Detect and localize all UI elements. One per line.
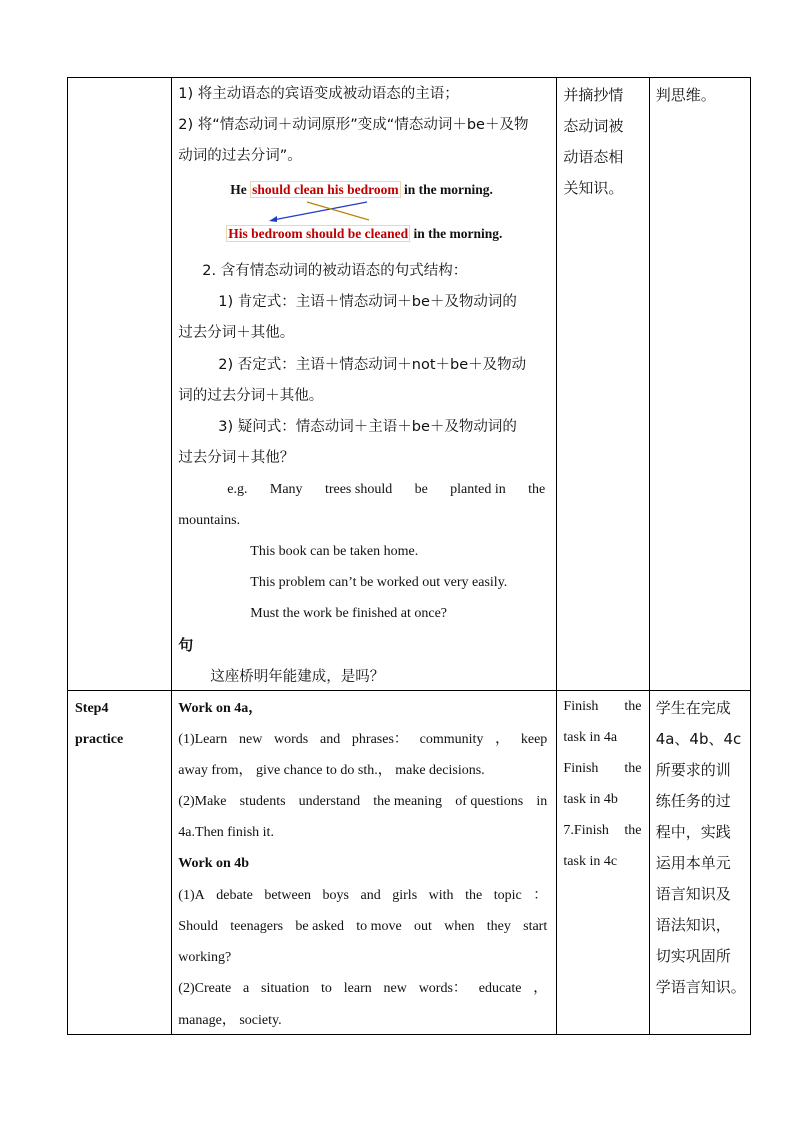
word: situation: [261, 981, 310, 996]
arrow-to-verb: [307, 202, 369, 220]
word: to: [321, 981, 332, 996]
word: learn: [343, 981, 372, 996]
word: words：: [418, 981, 467, 996]
example-3: This problem can’t be worked out very easily.: [250, 575, 508, 590]
sentence-label: 句: [178, 636, 194, 654]
rule-2b: 动词的过去分词”。: [178, 148, 302, 164]
example-2: This book can be taken home.: [250, 544, 419, 559]
step-cell-empty: [68, 78, 172, 691]
word: understand: [298, 794, 361, 809]
activity-line: task in 4a: [563, 730, 618, 745]
table-row: [68, 691, 751, 1035]
word: a: [242, 981, 250, 996]
intent-line: 程中，实践: [655, 823, 731, 841]
work-4b-title: Work on 4b: [178, 856, 250, 871]
word: students: [239, 794, 286, 809]
word: (2)Make: [178, 794, 227, 809]
word: start: [523, 919, 548, 934]
intent-line: 切实巩固所: [655, 947, 731, 965]
word: between: [264, 888, 311, 903]
activity-line: 动语态相: [563, 148, 624, 166]
student-activity-cell: [557, 78, 649, 691]
word: teenagers: [230, 919, 284, 934]
word: topic: [493, 888, 522, 903]
step-number: Step4: [75, 701, 109, 716]
work-4b-item-1a: [178, 886, 547, 906]
activity-line: [563, 823, 641, 839]
rule-2a: 2) 将“情态动词＋动词原形”变成“情态动词＋be＋及物: [178, 117, 529, 133]
active-subject: He: [230, 182, 251, 197]
question-a: 3) 疑问式：情态动词＋主语＋be＋及物动词的: [218, 419, 517, 435]
word: new: [383, 981, 407, 996]
arrowhead-blue: [269, 216, 277, 222]
work-4a-item-1a: [178, 730, 547, 750]
word: to move: [356, 919, 402, 934]
activity-line: task in 4c: [563, 854, 618, 869]
word: out: [414, 919, 432, 934]
word: phrases：: [351, 732, 408, 747]
work-4a-title: Work on 4a，: [178, 701, 263, 716]
transform-arrows-diagram: [267, 196, 377, 224]
word: (1)Learn: [178, 732, 228, 747]
work-4b-item-2a: [178, 979, 547, 999]
step-name: practice: [75, 732, 124, 747]
intent-line: 练任务的过: [655, 792, 731, 810]
activity-line: 关知识。: [563, 179, 624, 197]
intent-cell: [649, 691, 750, 1035]
word: the: [624, 823, 642, 838]
example-1-cont: mountains.: [178, 513, 241, 528]
intent-line: 学语言知识。: [655, 978, 746, 996]
work-4b-item-1b: [178, 917, 547, 937]
content-cell-grammar: [172, 78, 557, 691]
word: the: [624, 761, 642, 776]
rule-1: 1) 将主动语态的宾语变成被动语态的主语；: [178, 86, 459, 102]
word: and: [360, 888, 381, 903]
eg-word: Many: [269, 482, 303, 497]
word: (2)Create: [178, 981, 232, 996]
content-cell-practice: [172, 691, 557, 1035]
question-b: 过去分词＋其他？: [178, 450, 295, 466]
negative-a: 2) 否定式：主语＋情态动词＋not＋be＋及物动: [218, 357, 527, 373]
table-row: [68, 78, 751, 691]
word: Should: [178, 919, 218, 934]
student-activity-cell: [557, 691, 649, 1035]
passive-sentence: [226, 224, 502, 244]
intent-cell: [649, 78, 750, 691]
word: community: [419, 732, 484, 747]
work-4a-item-2a: [178, 792, 547, 812]
work-4b-item-1c: working?: [178, 950, 232, 965]
passive-highlight: His bedroom should be cleaned: [228, 226, 409, 241]
word: be asked: [295, 919, 344, 934]
word: they: [486, 919, 511, 934]
word: boys: [322, 888, 349, 903]
word: ，: [495, 732, 510, 747]
step-cell: [68, 691, 172, 1035]
word: in: [536, 794, 548, 809]
word: debate: [216, 888, 253, 903]
arrow-to-subject: [273, 202, 367, 220]
word: with: [428, 888, 454, 903]
intent-line: 语言知识及: [655, 885, 731, 903]
intent-line: 语法知识，: [655, 916, 731, 934]
word: girls: [392, 888, 418, 903]
eg-word: be: [414, 482, 428, 497]
example-4: Must the work be finished at once?: [250, 606, 448, 621]
active-highlight: should clean his bedroom: [252, 182, 399, 197]
passive-tail: in the morning.: [410, 226, 503, 241]
intent-line: 所要求的训: [655, 761, 731, 779]
structure-title: 2. 含有情态动词的被动语态的句式结构：: [202, 263, 468, 279]
negative-b: 词的过去分词＋其他。: [178, 388, 324, 404]
activity-line: [563, 699, 641, 715]
work-4a-item-1b: away from， give chance to do sth.， make decisions.: [178, 763, 485, 778]
word: when: [444, 919, 475, 934]
activity-line: [563, 761, 641, 777]
chinese-example: 这座桥明年能建成，是吗？: [210, 669, 385, 685]
word: 7.Finish: [563, 823, 609, 838]
intent-line: 4a、4b、4c: [655, 730, 742, 748]
word: keep: [520, 732, 548, 747]
affirmative-a: 1) 肯定式：主语＋情态动词＋be＋及物动词的: [218, 294, 517, 310]
lesson-plan-table: [67, 77, 751, 1035]
word: of questions: [455, 794, 524, 809]
word: Finish: [563, 699, 599, 714]
intent-line: 运用本单元: [655, 854, 731, 872]
active-tail: in the morning.: [400, 182, 493, 197]
word: the: [465, 888, 483, 903]
word: words: [274, 732, 309, 747]
word: (1)A: [178, 888, 205, 903]
activity-line: 态动词被: [563, 117, 624, 135]
word: ，: [533, 981, 548, 996]
word: and: [319, 732, 341, 747]
eg-word: e.g.: [227, 482, 248, 497]
affirmative-b: 过去分词＋其他。: [178, 325, 295, 341]
activity-line: 并摘抄情: [563, 86, 624, 104]
word: the: [624, 699, 642, 714]
word: ：: [533, 888, 548, 903]
word: the meaning: [373, 794, 443, 809]
work-4b-item-2b: manage， society.: [178, 1013, 282, 1028]
word: Finish: [563, 761, 599, 776]
activity-line: task in 4b: [563, 792, 618, 807]
word: new: [238, 732, 263, 747]
intent-line: 学生在完成: [655, 699, 731, 717]
work-4a-item-2b: 4a.Then finish it.: [178, 825, 274, 840]
eg-word: the: [528, 482, 546, 497]
eg-word: planted in: [450, 482, 506, 497]
example-1-line: [227, 480, 545, 500]
eg-word: trees should: [324, 482, 393, 497]
word: educate: [478, 981, 522, 996]
intent-line: 判思维。: [655, 86, 716, 104]
